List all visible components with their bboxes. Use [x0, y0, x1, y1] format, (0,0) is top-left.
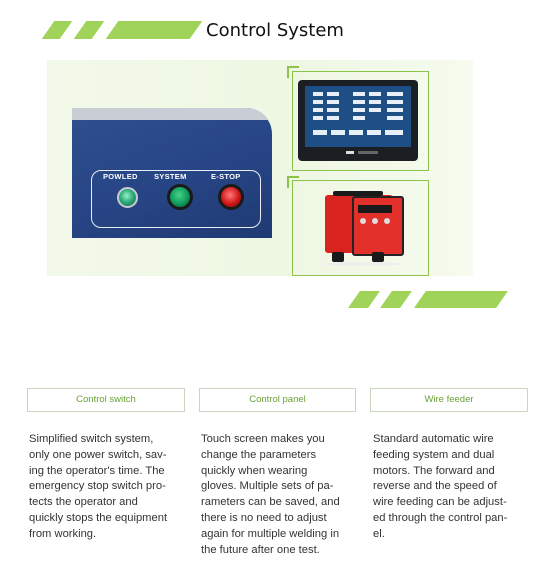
estop-button-icon [218, 184, 244, 210]
control-switch-photo [72, 108, 272, 238]
label-wire-feeder: Wire feeder [370, 388, 528, 412]
page-title: Control System [206, 20, 344, 41]
estop-label: E-STOP [211, 172, 241, 181]
label-control-switch: Control switch [27, 388, 185, 412]
touch-screen-photo [298, 80, 418, 161]
desc-control-switch: Simplified switch system, only one power switch, sav- ing the operator's time. The emergency stop switch pro- tects the operator and quickly stops the equipment from working. [29, 433, 168, 540]
decor-stripe [414, 291, 508, 308]
decor-stripe [348, 291, 380, 308]
system-label: SYSTEM [154, 172, 187, 181]
decor-stripe [380, 291, 412, 308]
powled-label: POWLED [103, 172, 138, 181]
system-button-icon [167, 184, 193, 210]
power-led-icon [117, 187, 138, 208]
label-control-panel: Control panel [199, 388, 356, 412]
desc-wire-feeder: Standard automatic wire feeding system and dual motors. The forward and reverse and the speed of wire feeding can be adjust- ed through the control pan- el. [373, 433, 508, 540]
desc-control-panel: Touch screen makes you change the parameters quickly when wearing gloves. Multiple sets of pa- rameters can be saved, and there is no need to adjust again for multiple welding in the future after one test. [201, 433, 340, 556]
